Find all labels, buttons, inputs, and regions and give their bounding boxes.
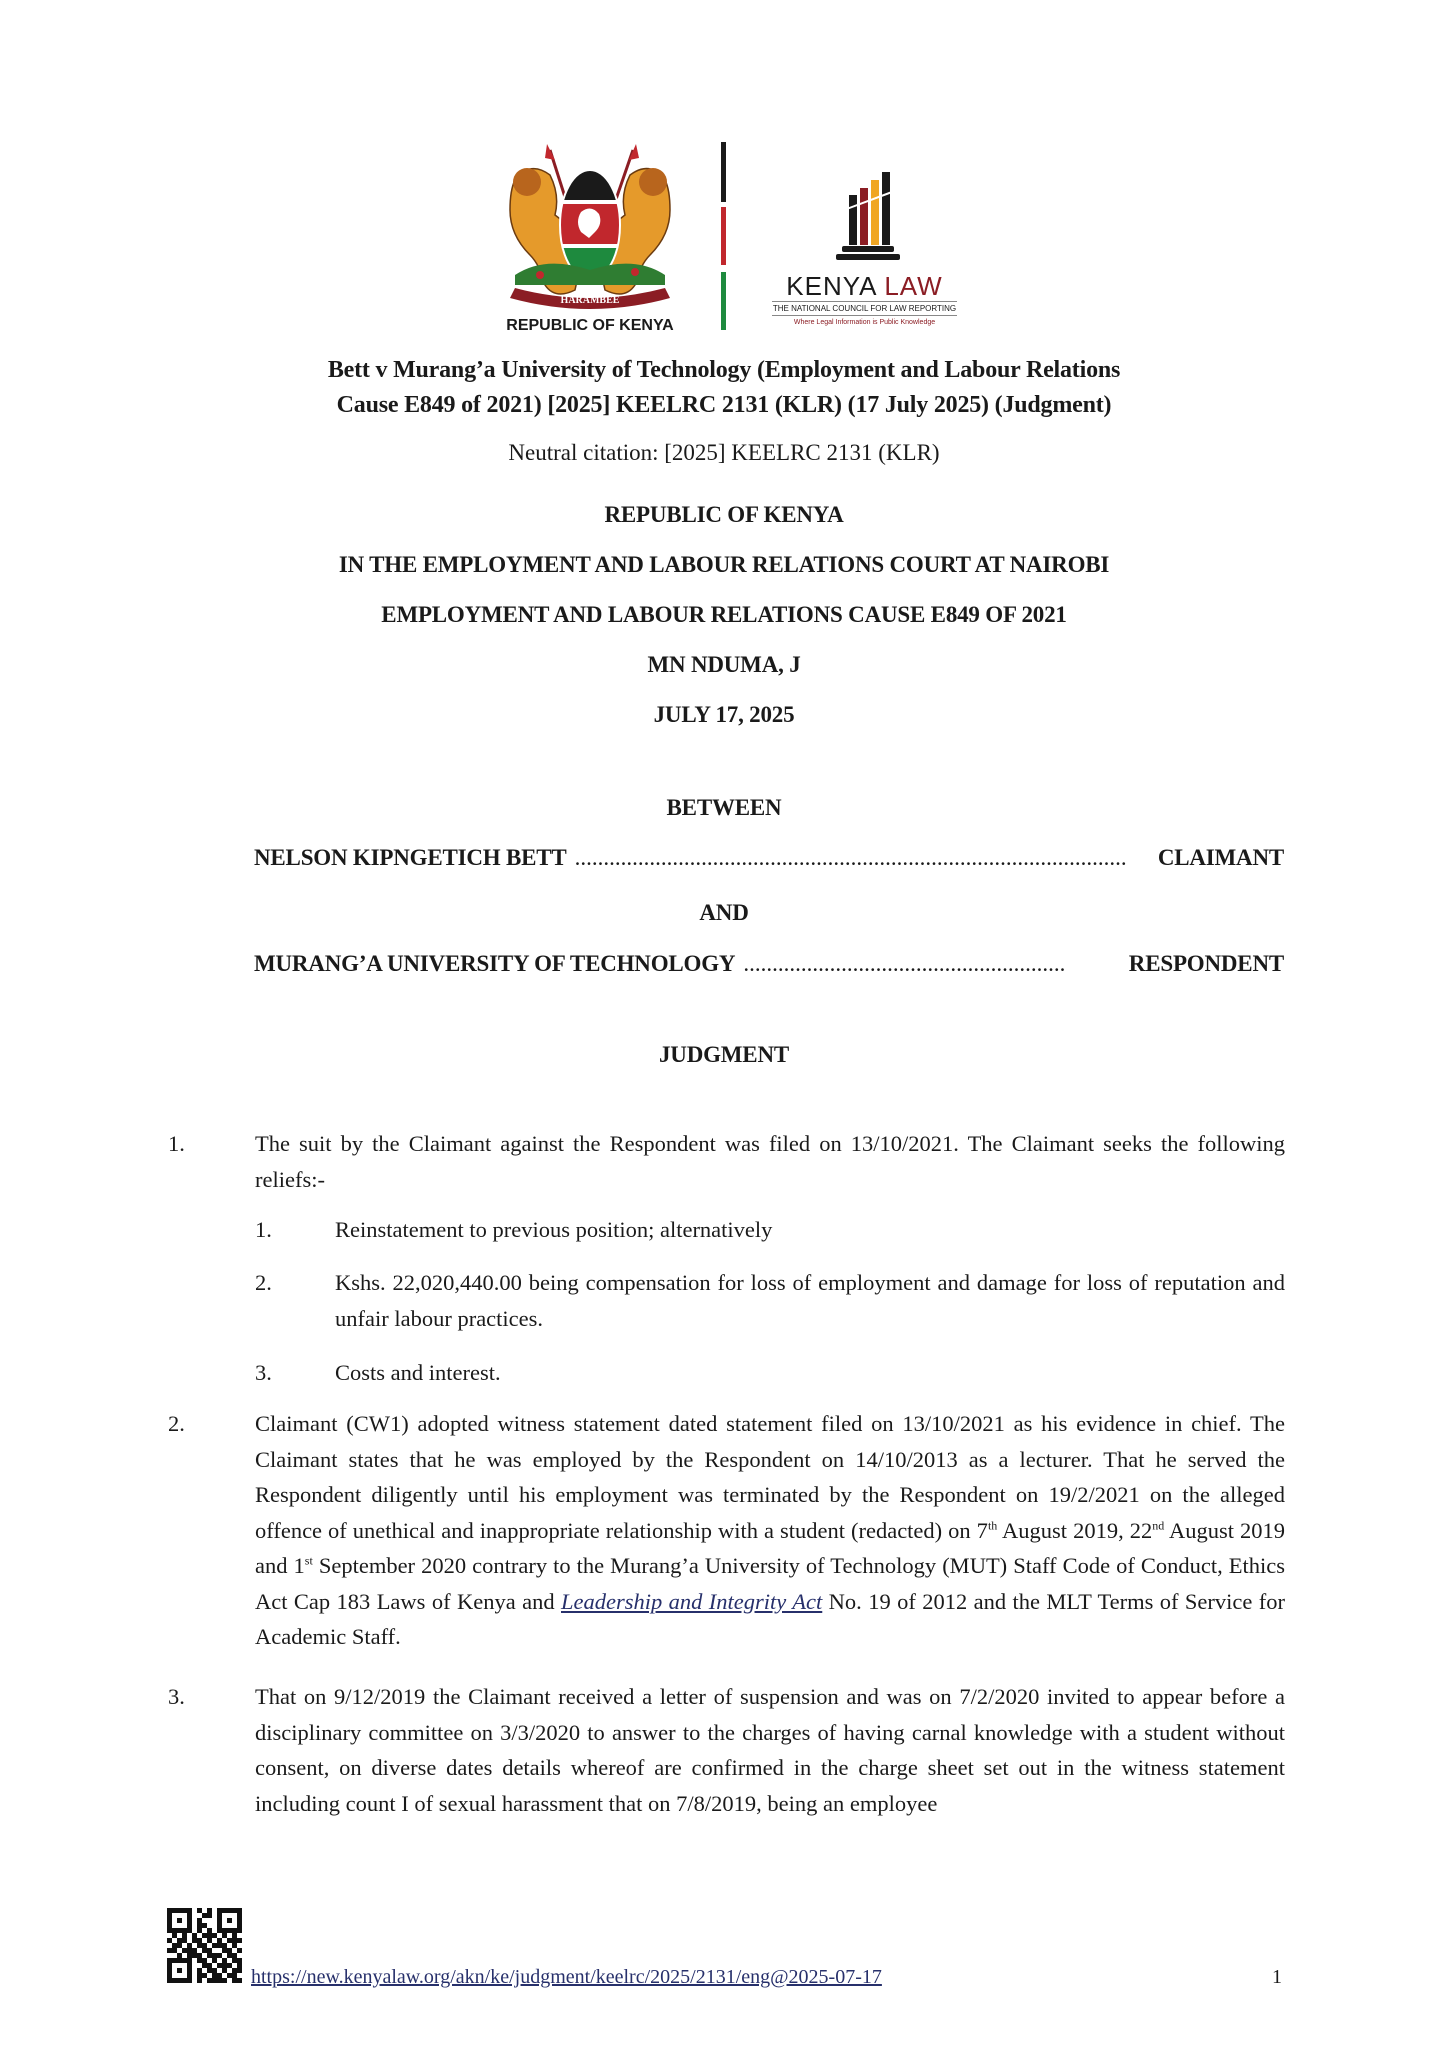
qr-code [167,1908,242,1983]
court-header-court: IN THE EMPLOYMENT AND LABOUR RELATIONS COURT AT NAIROBI [338,552,1110,577]
leader-dots: ........................................................ [743,951,1066,976]
divider-green [721,272,726,330]
ordinal-suffix: nd [1152,1518,1165,1532]
paragraph-number: 2. [168,1411,185,1436]
paragraph-2 [168,1406,1285,1655]
text-segment: August 2019, 22 [997,1517,1153,1543]
kenya-law-logo [762,160,967,335]
kenya-law-wordmark [762,271,967,301]
between-label: BETWEEN [666,795,782,820]
wordmark-law: LAW [884,271,943,301]
kenya-coat-of-arms-icon [495,140,685,310]
relief-item-2 [255,1265,1285,1336]
title-line-1: Bett v Murang’a University of Technology (Employment and Labour Relations [327,357,1121,383]
text-segment: Claimant (CW1) adopted witness statement dated statement filed on 13/10/2021 as his evidence in chief. The Claimant states that he was employed by the Respondent on 14/10/2013 as a lecturer. That he served the Respondent diligently until his employment was terminated by the Respondent on 19/2/2021 on the alleged offence of unethical and inappropriate relationship with a student (redacted) on 7 [255,1411,1285,1543]
leadership-integrity-act-link[interactable]: Leadership and Integrity Act [561,1588,823,1614]
divider-red [721,207,726,265]
text-segment: September 2020 contrary to the Murang’a University of Technology (MUT) Staff Code of Conduct, Ethics Act Cap 183 Laws of Kenya and [255,1553,1285,1614]
party-respondent [254,951,1284,977]
paragraph-number: 3. [168,1684,185,1709]
relief-text: Reinstatement to previous position; alternatively [335,1217,773,1242]
section-heading-judgment: JUDGMENT [658,1042,789,1067]
relief-text: Costs and interest. [335,1360,501,1385]
paragraph-1 [168,1126,1285,1197]
relief-number: 3. [255,1360,272,1385]
page-number: 1 [1272,1966,1282,1988]
paragraph-text: That on 9/12/2019 the Claimant received a letter of suspension and was on 7/2/2020 invited to appear before a disciplinary committee on 3/3/2020 to answer to the charges of having carnal knowledge with a student without consent, on diverse dates details whereof are confirmed in the charge sheet set out in the witness statement including count I of sexual harassment that on 7/8/2019, being an employee [255,1684,1285,1816]
relief-item-3 [255,1355,1285,1391]
document-title [0,353,1448,423]
divider-black [721,142,726,202]
court-header-date: JULY 17, 2025 [653,702,795,727]
claimant-role: CLAIMANT [1157,845,1284,870]
relief-number: 1. [255,1217,272,1242]
relief-number: 2. [255,1270,272,1295]
court-header-judge: MN NDUMA, J [647,652,801,677]
republic-of-kenya-caption: REPUBLIC OF KENYA [506,317,674,334]
logo-divider [721,142,726,332]
and-label: AND [699,900,749,925]
svg-text:HARAMBEE: HARAMBEE [560,295,620,306]
court-header-cause: EMPLOYMENT AND LABOUR RELATIONS CAUSE E849 OF 2021 [381,602,1067,627]
paragraph-3 [168,1679,1285,1821]
respondent-role: RESPONDENT [1128,951,1284,976]
kenya-law-pillar-icon [762,160,967,260]
party-claimant [254,845,1284,871]
paragraph-text [255,1406,1285,1655]
title-line-2: Cause E849 of 2021) [2025] KEELRC 2131 (KLR) (17 July 2025) (Judgment) [336,392,1112,418]
respondent-name: MURANG’A UNIVERSITY OF TECHNOLOGY [254,951,736,976]
claimant-name: NELSON KIPNGETICH BETT [254,845,567,870]
coat-of-arms-logo [495,140,685,335]
neutral-citation: Neutral citation: [2025] KEELRC 2131 (KLR) [508,440,940,465]
ordinal-suffix: st [304,1553,313,1568]
kenya-law-tagline: Where Legal Information is Public Knowledge [793,319,936,326]
wordmark-kenya: KENYA [786,271,877,301]
text-segment: No. 19 of 2012 and the MLT Terms of Service for Academic Staff. [255,1588,1286,1649]
kenya-law-subtitle: THE NATIONAL COUNCIL FOR LAW REPORTING [772,301,957,316]
ordinal-suffix: th [987,1518,998,1532]
leader-dots: ................................................................................................ [574,845,1127,870]
text-segment: August 2019 and 1 [255,1517,1285,1578]
relief-text: Kshs. 22,020,440.00 being compensation for loss of employment and damage for loss of reputation and unfair labour practices. [335,1270,1285,1331]
paragraph-text: The suit by the Claimant against the Respondent was filed on 13/10/2021. The Claimant seeks the following reliefs:- [255,1131,1285,1192]
footer-source-url[interactable]: https://new.kenyalaw.org/akn/ke/judgment/keelrc/2025/2131/eng@2025-07-17 [251,1966,882,1988]
paragraph-number: 1. [168,1131,185,1156]
relief-item-1 [255,1212,1285,1248]
court-header-republic: REPUBLIC OF KENYA [604,502,844,527]
